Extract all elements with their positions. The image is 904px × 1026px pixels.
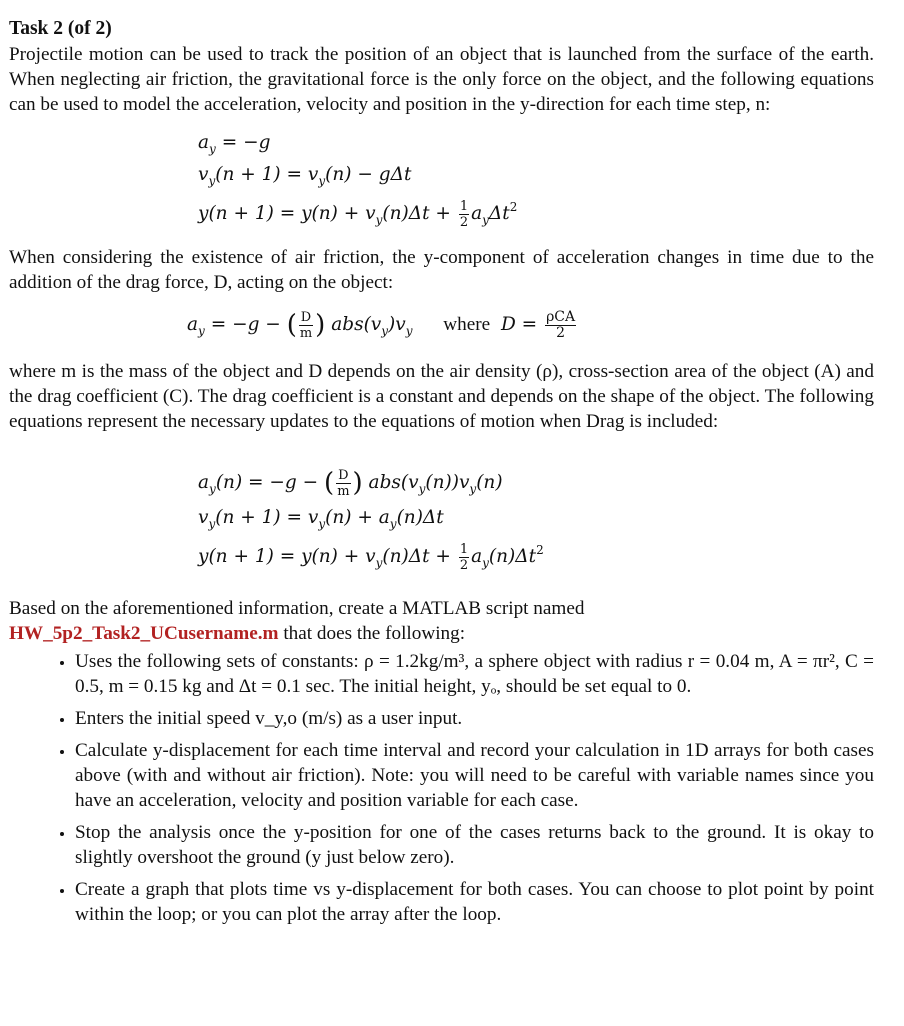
task-intro-tail: that does the following:: [283, 623, 466, 644]
eq-accel-drag-short: $a_y = -g$ − ( $\frac{D}{m}$ ) $abs(v_y)v_y$: [187, 309, 413, 341]
eq-position-no-drag: $y(n + 1) = y(n) + v_y(n)\Delta t$ + $\frac{1}{2}$ $a_y\Delta t^2$: [198, 198, 518, 230]
task-intro-line-2: [9, 621, 874, 646]
eq-velocity-no-drag: $v_y(n + 1) = v_y(n) - g\Delta t$: [198, 164, 412, 188]
eq-drag-force: D = $\frac{\text{ρCA}}{2}$: [500, 308, 576, 341]
equations-no-drag: [9, 127, 874, 230]
drag-intro-paragraph: When considering the existence of air friction, the y-component of acceleration changes in time due to the addition of the drag force, D, acting on the object:: [9, 247, 874, 293]
list-item: • Stop the analysis once the y-position for one of the cases returns back to the ground. It is okay to slightly overshoot the ground (y just below zero).: [75, 820, 874, 870]
eq-accel-drag: $a_y(n) = -g$ − ( $\frac{D}{m}$ ) $abs(v_y(n))v_y(n)$: [198, 467, 503, 499]
eq-accel-no-drag: $a_y = -g$: [198, 132, 271, 156]
where-label: where: [443, 314, 491, 335]
eq-position-drag: $y(n + 1) = y(n) + v_y(n)\Delta t$ + $\frac{1}{2}$ $a_y(n)\Delta t^2$: [198, 541, 544, 573]
eq-velocity-drag: $v_y(n + 1) = v_y(n) + a_y(n)\Delta t$: [198, 507, 444, 531]
drag-acceleration-equation: [9, 309, 874, 341]
list-item: • Enters the initial speed v_y,o (m/s) as a user input.: [75, 706, 874, 731]
task-title: Task 2 (of 2): [9, 18, 112, 39]
intro-paragraph: Projectile motion can be used to track the position of an object that is launched from the surface of the earth. When neglecting air friction, the gravitational force is the only force on the object, and the following equations can be used to model the acceleration, velocity and position in the y-direction for each time step, n:: [9, 44, 874, 115]
equations-with-drag: [9, 464, 874, 573]
drag-definition-paragraph: where m is the mass of the object and D depends on the air density (ρ), cross-section area of the object (A) and the drag coefficient (C). The drag coefficient is a constant and depends on the shape of the object. The following equations represent the necessary updates to the equations of motion when Drag is included:: [9, 361, 874, 432]
requirements-list: [9, 649, 874, 927]
list-item: • Uses the following sets of constants: ρ = 1.2kg/m³, a sphere object with radius r = 0.04 m, A = πr², C = 0.5, m = 0.15 kg and Δt = 0.1 sec. The initial height, yₒ, should be set equal to 0.: [75, 649, 874, 699]
script-filename: HW_5p2_Task2_UCusername.m: [9, 623, 279, 644]
list-item: • Calculate y-displacement for each time interval and record your calculation in 1D arrays for both cases above (with and without air friction). Note: you will need to be careful with variable names since you have an acceleration, velocity and position variable for each case.: [75, 738, 874, 813]
list-item: • Create a graph that plots time vs y-displacement for both cases. You can choose to plot point by point within the loop; or you can plot the array after the loop.: [75, 877, 874, 927]
task-instructions: [9, 596, 874, 927]
task-intro-line: Based on the aforementioned information, create a MATLAB script named: [9, 598, 585, 619]
